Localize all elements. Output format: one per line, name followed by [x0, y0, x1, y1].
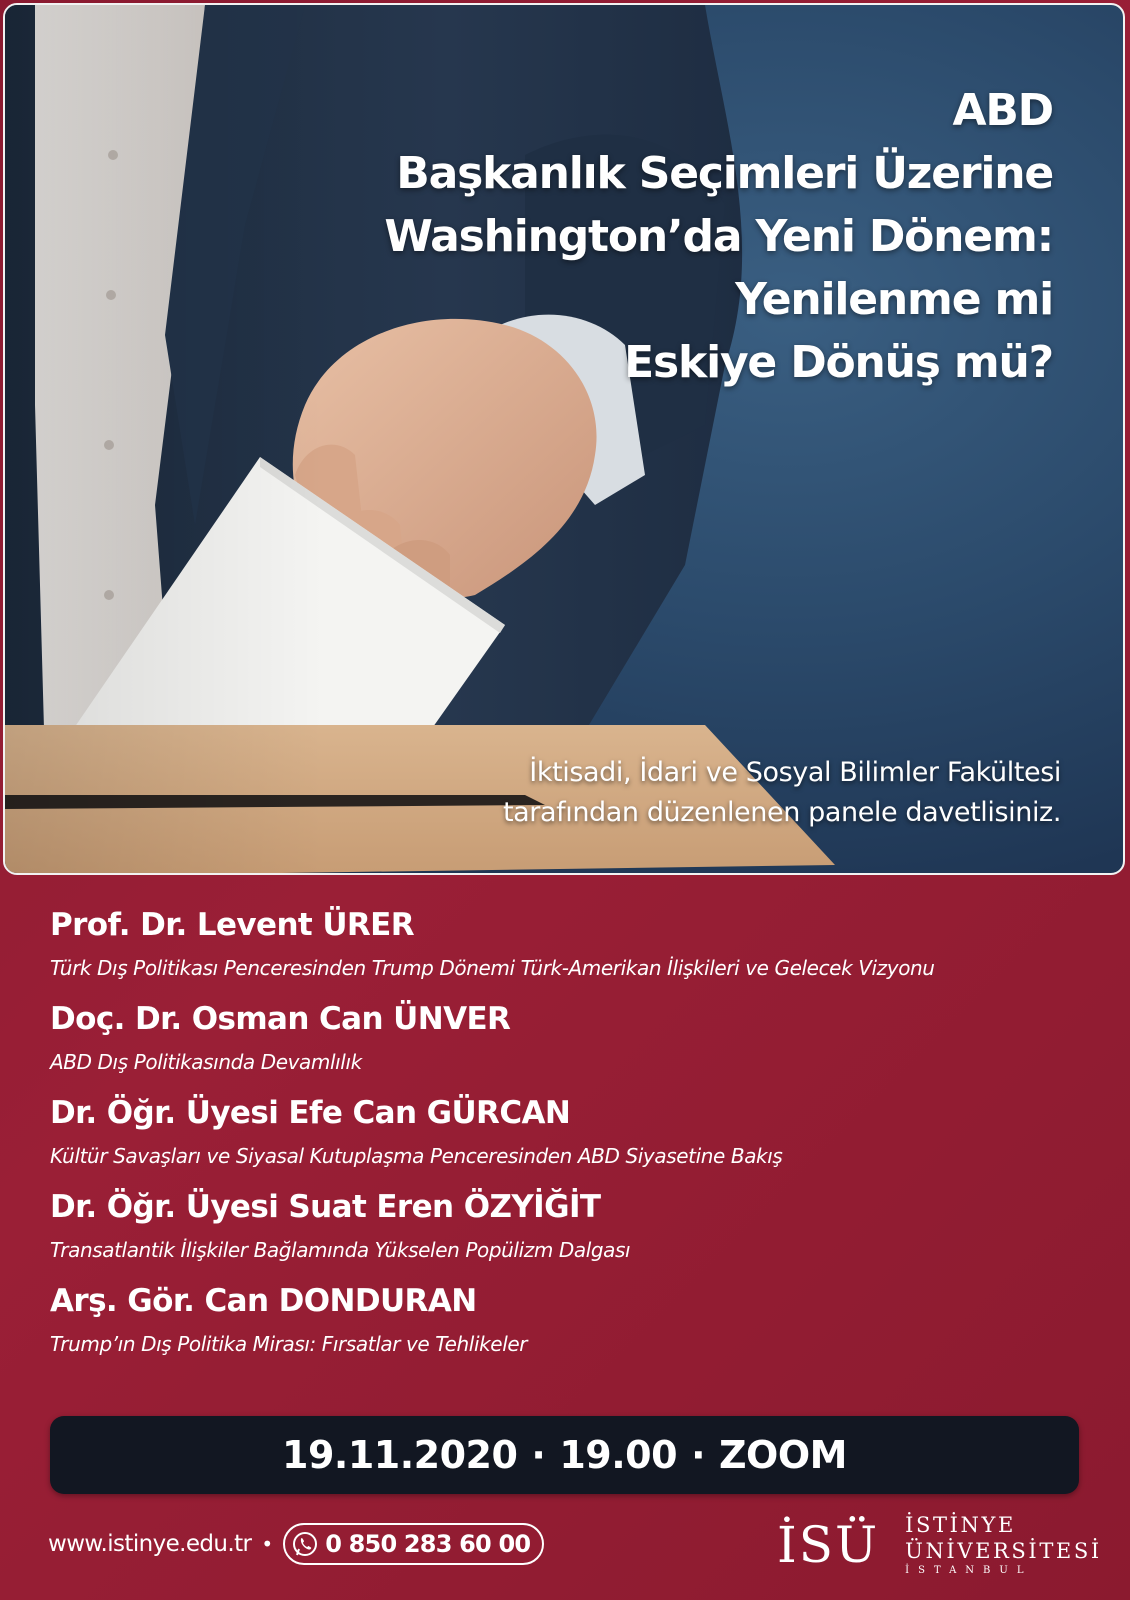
logo-mark: İSÜ: [777, 1516, 880, 1574]
hero-title-line: Yenilenme mi: [735, 274, 1053, 325]
whatsapp-phone-icon: [291, 1530, 319, 1558]
speaker-item: [50, 1280, 1090, 1374]
logo-line-1: İSTİNYE: [905, 1513, 1016, 1537]
speaker-name: Dr. Öğr. Üyesi Suat Eren ÖZYİĞİT: [50, 1189, 601, 1225]
speaker-topic: Transatlantik İlişkiler Bağlamında Yükselen Popülizm Dalgası: [50, 1238, 631, 1262]
website-link[interactable]: www.istinye.edu.tr: [48, 1531, 252, 1557]
hero-title: [333, 79, 1053, 394]
speaker-item: [50, 1092, 1090, 1186]
speaker-name: Dr. Öğr. Üyesi Efe Can GÜRCAN: [50, 1095, 571, 1131]
logo-line-2: ÜNİVERSİTESİ: [905, 1539, 1102, 1563]
speaker-name: Prof. Dr. Levent ÜRER: [50, 907, 415, 943]
hero-title-line: ABD: [952, 85, 1053, 136]
event-date: 19.11.2020: [282, 1433, 518, 1477]
footer-contact: [48, 1518, 544, 1570]
hero-title-line: Eskiye Dönüş mü?: [624, 337, 1053, 388]
speaker-item: [50, 998, 1090, 1092]
logo-line-3: İSTANBUL: [905, 1565, 1033, 1576]
hero-subtitle-line: İktisadi, İdari ve Sosyal Bilimler Fakültesi: [529, 757, 1061, 788]
speaker-name: Doç. Dr. Osman Can ÜNVER: [50, 1001, 511, 1037]
speaker-topic: ABD Dış Politikasında Devamlılık: [50, 1050, 362, 1074]
footer-bullet: •: [261, 1532, 274, 1556]
speaker-topic: Türk Dış Politikası Penceresinden Trump Dönemi Türk-Amerikan İlişkileri ve Gelecek Vizyonu: [50, 956, 935, 980]
speaker-list: [50, 904, 1090, 1374]
phone-number: 0 850 283 60 00: [325, 1530, 531, 1558]
event-date-bar: [50, 1416, 1079, 1494]
hero-photo: [3, 3, 1125, 875]
hero-subtitle-line: tarafından düzenlenen panele davetlisiniz.: [502, 797, 1061, 828]
hero-invitation-text: [361, 753, 1061, 833]
event-platform: ZOOM: [719, 1433, 847, 1477]
university-logo: [777, 1505, 1102, 1585]
hero-title-line: Başkanlık Seçimleri Üzerine: [396, 148, 1053, 199]
speaker-topic: Trump’ın Dış Politika Mirası: Fırsatlar ve Tehlikeler: [50, 1332, 528, 1356]
speaker-topic: Kültür Savaşları ve Siyasal Kutuplaşma Penceresinden ABD Siyasetine Bakış: [50, 1144, 783, 1168]
event-time: 19.00: [559, 1433, 678, 1477]
logo-text: [905, 1512, 1102, 1578]
hero-title-line: Washington’da Yeni Dönem:: [384, 211, 1053, 262]
separator-dot: ·: [531, 1433, 546, 1477]
speaker-name: Arş. Gör. Can DONDURAN: [50, 1283, 477, 1319]
speaker-item: [50, 1186, 1090, 1280]
speaker-item: [50, 904, 1090, 998]
separator-dot: ·: [691, 1433, 705, 1477]
phone-contact[interactable]: [283, 1523, 544, 1565]
